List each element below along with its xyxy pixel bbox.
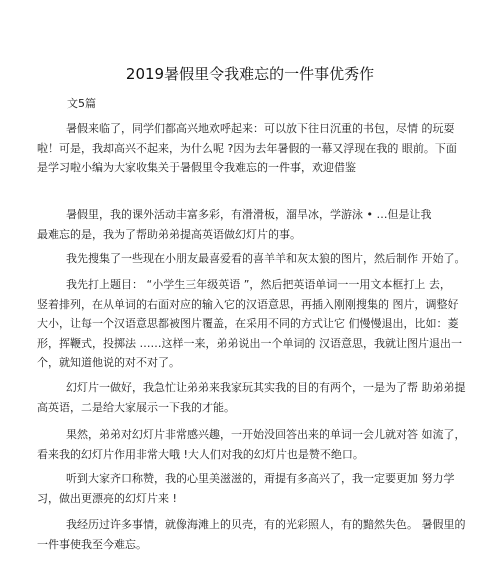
paragraph-line: 我先打上题目： “小学生三年级英语 ”，然后把英语单词一一用文本框打上 去，	[66, 278, 451, 291]
paragraph-line: 听到大家齐口称赞，我的心里美滋滋的，甭提有多高兴了，我一定要更加 努力学	[66, 472, 455, 485]
paragraph-make-slides	[37, 275, 467, 373]
paragraph-line: 看来我的幻灯片作用非常大哦 !大人们对我的幻灯片也是赞不绝口。	[37, 447, 364, 461]
paragraph-line: 大小，让每一个汉语意思都被图片覆盖，在采用不同的方式让它 们慢慢退出，比如：菱	[37, 317, 459, 330]
paragraph-line: 我先搜集了一些现在小朋友最喜爱看的喜羊羊和灰太狼的图片，然后制作 开始了。	[66, 252, 466, 265]
paragraph-line: 幻灯片一做好，我急忙让弟弟来我家玩其实我的目的有两个，一是为了帮 助弟弟提	[66, 381, 466, 394]
paragraph-collect-images	[37, 249, 467, 269]
paragraph-activities	[37, 205, 467, 244]
document-subhead: 文5篇	[67, 97, 96, 110]
paragraph-praise	[37, 469, 467, 508]
paragraph-line: 个，就知道他说的对不对了。	[37, 356, 180, 369]
paragraph-line: 形，挥鞭式，投掷法 ……这样一来，弟弟说出一个单词的 汉语意思，我就让图片退出一	[37, 336, 462, 350]
paragraph-result	[37, 425, 467, 464]
paragraph-line: 我经历过许多事情，就像海滩上的贝壳，有的光彩照人，有的黯然失色。 暑假里的	[66, 518, 466, 531]
page-title: 2019暑假里令我难忘的一件事优秀作	[125, 65, 375, 83]
paragraph-line: 暑假来临了，同学们都高兴地欢呼起来：可以放下往日沉重的书包，尽情 的玩耍	[66, 122, 455, 135]
paragraph-line: 习，做出更漂亮的幻灯片来 !	[37, 491, 177, 505]
paragraph-line: 暑假里，我的课外活动丰富多彩，有滑滑板，溜旱冰，学游泳 • …但是让我	[66, 208, 432, 221]
paragraph-line: 竖着排列，在从单词的右面对应的输入它的汉语意思，再插入刚刚搜集的 图片，调整好	[37, 297, 459, 311]
paragraph-line: 一件事使我至今难忘。	[37, 537, 147, 551]
paragraph-line: 是学习啦小编为大家收集关于暑假里令我难忘的一件事，欢迎借鉴	[37, 161, 356, 174]
paragraph-show-brother	[37, 378, 467, 417]
paragraph-line: 最难忘的是，我为了帮助弟弟提高英语做幻灯片的事。	[37, 227, 301, 241]
paragraph-line: 啦！可是，我却高兴不起来，为什么呢 ?因为去年暑假的一幕又浮现在我的 眼前。下面	[37, 141, 457, 155]
paragraph-intro	[37, 119, 467, 178]
paragraph-conclusion	[37, 515, 467, 554]
paragraph-line: 高英语，二是给大家展示一下我的才能。	[37, 400, 235, 414]
paragraph-line: 果然，弟弟对幻灯片非常感兴趣，一开始没回答出来的单词一会儿就对答 如流了，	[66, 428, 466, 441]
